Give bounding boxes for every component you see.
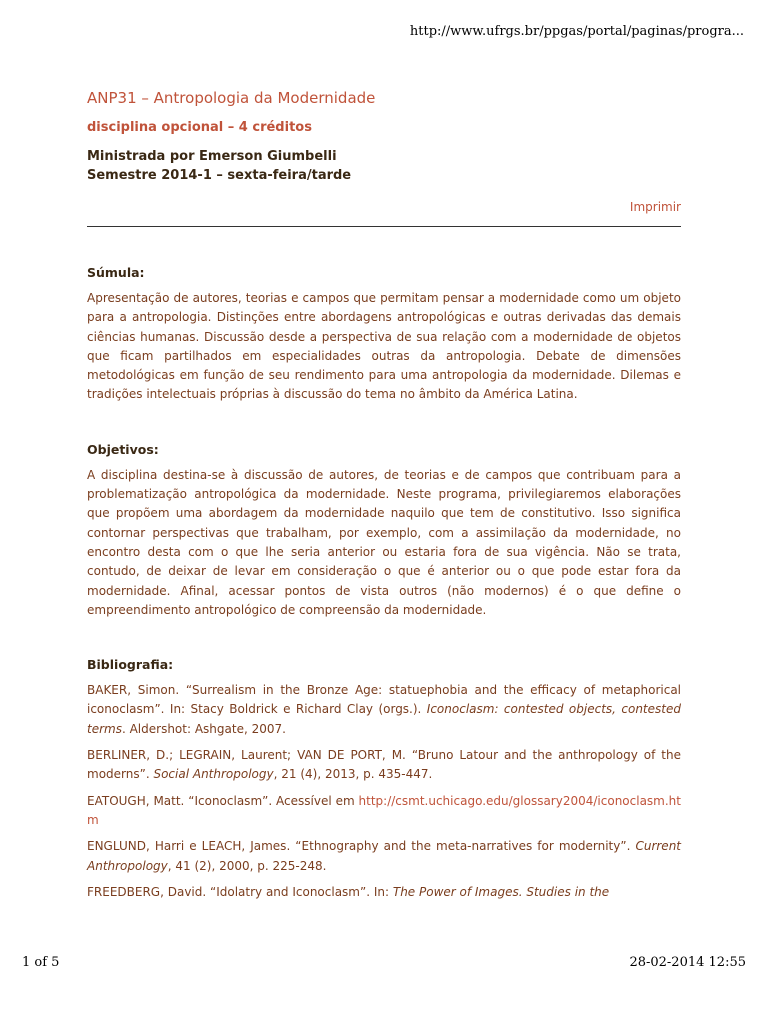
bib-entry [87,883,681,902]
bib-entry [87,746,681,785]
semester-line: Semestre 2014-1 – sexta-feira/tarde [87,168,352,183]
sumula-text: Apresentação de autores, teorias e campos que permitam pensar a modernidade como um objeto para a antropologia. Distinções entre abordagens antropológicas e outras derivadas das demais ciências humanas. Discussão desde a perspectiva de sua relação com a modernidade de objetos que ficam partilhados em especialidades outras da antropologia. Debate de dimensões metodológicas em função de seu rendimento para uma antropologia da modernidade. Dilemas e tradições intelectuais próprias à discussão do tema no âmbito da América Latina. [87,291,681,402]
bib-entry [87,792,681,831]
instructor-line: Ministrada por Emerson Giumbelli [87,149,337,164]
page-counter: 1 of 5 [22,955,60,970]
bib-italic: Current Anthropology [87,839,681,873]
bib-link[interactable]: http://csmt.uchicago.edu/glossary2004/iconoclasm.htm [87,793,681,827]
bib-text: , 41 (2), 2000, p. 225-248. [167,858,327,873]
bibliografia-heading: Bibliografia: [87,657,174,673]
course-meta [87,147,681,185]
bib-text: ENGLUND, Harri e LEACH, James. “Ethnography and the meta-narratives for modernity”. [87,839,636,854]
bib-italic: Social Anthropology [153,767,274,782]
bib-italic: Iconoclasm: contested objects, contested terms [87,702,681,736]
print-row [87,199,681,215]
bib-text: BAKER, Simon. “Surrealism in the Bronze Age: statuephobia and the efficacy of metaphorical iconoclasm”. In: Stacy Boldrick e Richard Clay (orgs.). [87,683,681,717]
bib-italic: The Power of Images. Studies in the [392,884,610,899]
divider [87,226,681,227]
bib-text: , 21 (4), 2013, p. 435-447. [273,767,433,782]
bib-entry [87,681,681,739]
bib-text: FREEDBERG, David. “Idolatry and Iconoclasm”. In: [87,884,393,899]
page-url: http://www.ufrgs.br/ppgas/portal/paginas/progra... [409,24,744,39]
bib-text: . Aldershot: Ashgate, 2007. [121,721,286,736]
print-link[interactable]: Imprimir [629,200,681,214]
document-body [87,88,681,902]
objetivos-heading: Objetivos: [87,441,159,457]
bib-text: EATOUGH, Matt. “Iconoclasm”. Acessível em [87,793,359,808]
objetivos-text: A disciplina destina-se à discussão de autores, de teorias e de campos que contribuam para a problematização antropológica da modernidade. Neste programa, privilegiaremos elaborações que propõem uma abordagem da modernidade naquilo que tem de constitutivo. Isso significa contornar perspectivas que trabalham, por exemplo, com a assimilação da modernidade, no encontro desta com o que lhe seria anterior ou estaria fora de sua vigência. Não se trata, contudo, de deixar de levar em consideração o que é anterior ou o que pode estar fora da modernidade. Afinal, acessar pontos de vista outros (não modernos) é o que define o empreendimento antropológico de compreensão da modernidade. [87,467,681,617]
sumula-heading: Súmula: [87,265,145,280]
course-subtitle: disciplina opcional – 4 créditos [87,120,312,135]
course-title: ANP31 – Antropologia da Modernidade [87,89,376,107]
print-datetime: 28-02-2014 12:55 [629,955,746,970]
bib-entry [87,837,681,876]
bib-text: BERLINER, D.; LEGRAIN, Laurent; VAN DE PORT, M. “Bruno Latour and the anthropology of the moderns”. [87,748,681,782]
